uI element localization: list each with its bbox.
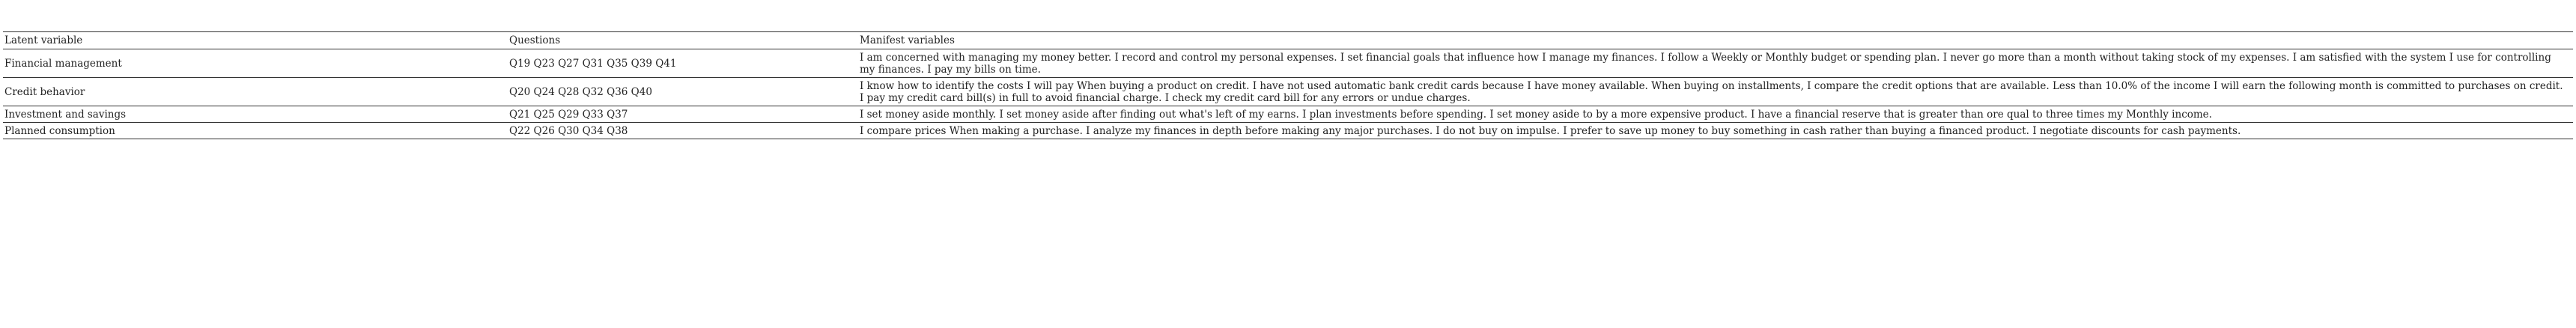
header-manifest-variables: Manifest variables [860,34,955,46]
table-row [3,78,2573,106]
questions-cell: Q22 Q26 Q30 Q34 Q38 [509,125,628,137]
table-row [3,106,2573,123]
header-row [3,32,2573,49]
latent-variable-cell: Investment and savings [4,109,127,121]
table-row [3,49,2573,78]
header-questions: Questions [509,34,561,46]
table-body [3,49,2573,139]
latent-variable-cell: Financial management [4,58,122,70]
manifest-variables-cell: I set money aside monthly. I set money aside after finding out what's left of my earns. I plan investments before spending. I set money aside to by a more expensive product. I have a financial reserve that is greater than ore qual to three times my Monthly income. [860,109,2212,121]
manifest-variables-cell: I compare prices When making a purchase. I analyze my finances in depth before making any major purchases. I do not buy on impulse. I prefer to save up money to buy something in cash rather than buying a financed product. I negotiate discounts for cash payments. [860,125,2241,137]
questions-cell: Q21 Q25 Q29 Q33 Q37 [509,109,628,121]
header-latent-variable: Latent variable [4,34,83,46]
manifest-variables-cell: I am concerned with managing my money better. I record and control my personal expenses. I set financial goals that influence how I manage my finances. I follow a Weekly or Monthly budget or spending plan. I never go more than a month without taking stock of my expenses. I am satisfied with the system I use for controlling my finances. I pay my bills on time. [860,52,2551,76]
latent-variable-cell: Planned consumption [4,125,115,137]
manifest-variables-cell: I know how to identify the costs I will pay When buying a product on credit. I have not used automatic bank credit cards because I have money available. When buying on installments, I compare the credit options that are available. Less than 10.0% of the income I will earn the following month is committed to purchases on credit. I pay my credit card bill(s) in full to avoid financial charge. I check my credit card bill for any errors or undue charges. [860,80,2563,104]
latent-variable-cell: Credit behavior [4,86,85,98]
questions-cell: Q19 Q23 Q27 Q31 Q35 Q39 Q41 [509,58,677,70]
variables-table [3,31,2573,139]
questions-cell: Q20 Q24 Q28 Q32 Q36 Q40 [509,86,652,98]
table-header [3,32,2573,49]
table-row [3,123,2573,139]
